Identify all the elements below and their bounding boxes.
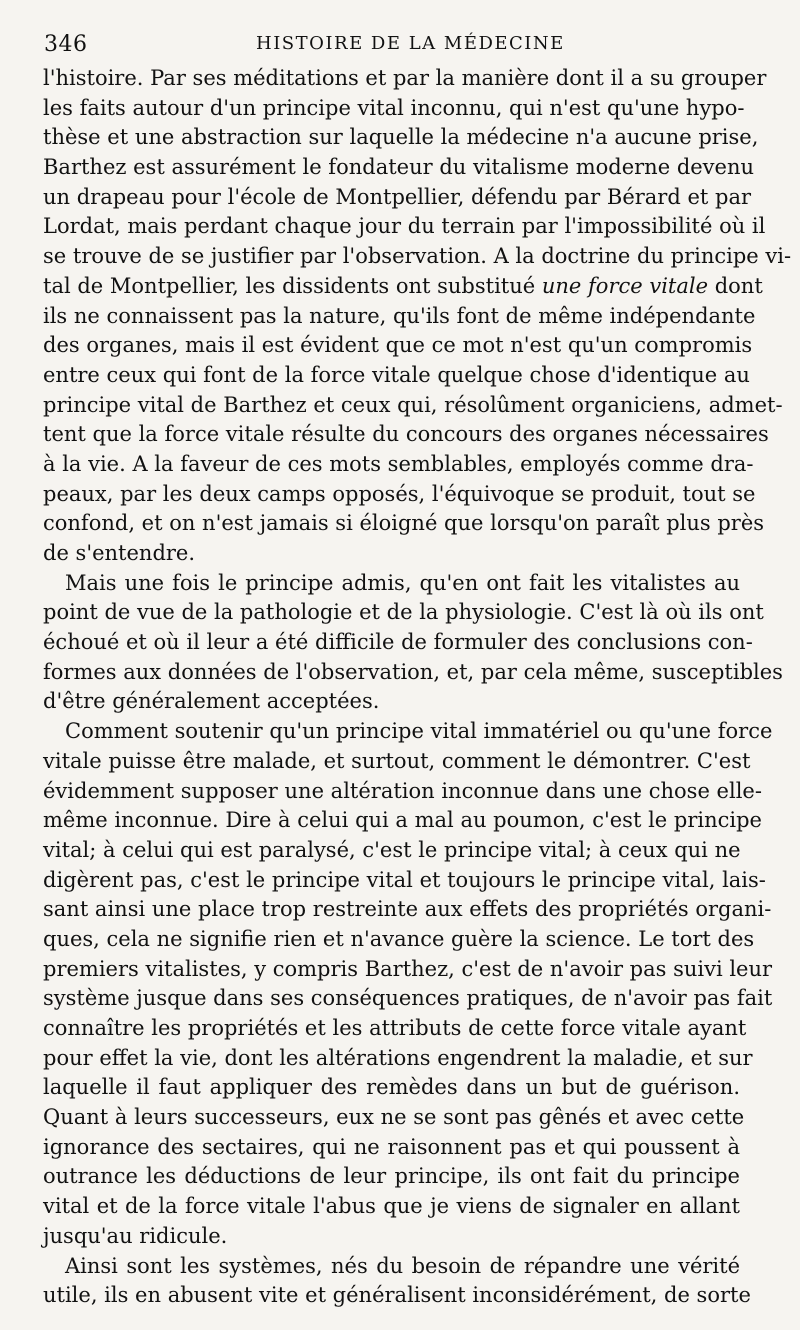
text-line: un drapeau pour l'école de Montpellier, défendu par Bérard et par	[43, 184, 752, 209]
page-number: 346	[44, 32, 88, 57]
text-line: laquelle il faut appliquer des remèdes dans un but de guérison.	[43, 1075, 740, 1100]
text-line: point de vue de la pathologie et de la physiologie. C'est là où ils ont	[43, 600, 764, 625]
text-line: vital et de la force vitale l'abus que je viens de signaler en allant	[43, 1194, 740, 1219]
text-line: premiers vitalistes, y compris Barthez, c'est de n'avoir pas suivi leur	[43, 956, 773, 981]
text-line: Quant à leurs successeurs, eux ne se sont pas gênés et avec cette	[43, 1105, 745, 1130]
text-line-paragraph-start: Comment soutenir qu'un principe vital immatériel ou qu'une force	[65, 719, 773, 744]
text-line: à la vie. A la faveur de ces mots semblables, employés comme dra-	[43, 451, 754, 476]
page-header	[0, 0, 800, 62]
text-line-paragraph-start: Mais une fois le principe admis, qu'en ont fait les vitalistes au	[65, 570, 740, 595]
text-line: Barthez est assurément le fondateur du vitalisme moderne devenu	[43, 155, 755, 180]
text-line: se trouve de se justifier par l'observation. A la doctrine du principe vi-	[43, 244, 792, 269]
text-line: système jusque dans ses conséquences pratiques, de n'avoir pas fait	[43, 986, 773, 1011]
text-line: principe vital de Barthez et ceux qui, résolûment organiciens, admet-	[43, 392, 783, 417]
text-line: les faits autour d'un principe vital inconnu, qui n'est qu'une hypo-	[43, 95, 745, 120]
text-line: pour effet la vie, dont les altérations engendrent la maladie, et sur	[43, 1045, 753, 1070]
body-text	[43, 64, 792, 1311]
text-line: digèrent pas, c'est le principe vital et toujours le principe vital, lais-	[43, 867, 766, 892]
text-line-paragraph-start: Ainsi sont les systèmes, nés du besoin de répandre une vérité	[65, 1253, 740, 1278]
text-line: outrance les déductions de leur principe, ils ont fait du principe	[43, 1164, 740, 1189]
text-line: évidemment supposer une altération inconnue dans une chose elle-	[43, 778, 762, 803]
text-line: utile, ils en abusent vite et généralisent inconsidérément, de sorte	[43, 1283, 751, 1308]
text-line: ignorance des sectaires, qui ne raisonnent pas et qui poussent à	[43, 1134, 740, 1159]
text-line-with-italic	[43, 272, 763, 302]
text-line: vitale puisse être malade, et surtout, comment le démontrer. C'est	[43, 748, 751, 773]
text-line: tent que la force vitale résulte du concours des organes nécessaires	[43, 422, 769, 447]
text-line: sant ainsi une place trop restreinte aux effets des propriétés organi-	[43, 897, 772, 922]
text-line: entre ceux qui font de la force vitale quelque chose d'identique au	[43, 362, 750, 387]
text-line: thèse et une abstraction sur laquelle la médecine n'a aucune prise,	[43, 125, 759, 150]
text-line: confond, et on n'est jamais si éloigné que lorsqu'on paraît plus près	[43, 511, 765, 536]
text-line: échoué et où il leur a été difficile de formuler des conclusions con-	[43, 630, 753, 655]
line-text-after: dont	[708, 273, 763, 298]
running-title: HISTOIRE DE LA MÉDECINE	[256, 33, 565, 54]
text-line: vital; à celui qui est paralysé, c'est le principe vital; à ceux qui ne	[43, 837, 741, 862]
text-line: peaux, par les deux camps opposés, l'équivoque se produit, tout se	[43, 481, 756, 506]
text-line-paragraph-end: de s'entendre.	[43, 541, 196, 565]
text-line: l'histoire. Par ses méditations et par la manière dont il a su grouper	[43, 66, 767, 90]
text-line: même inconnue. Dire à celui qui a mal au poumon, c'est le principe	[43, 808, 762, 833]
text-line: Lordat, mais perdant chaque jour du terrain par l'impossibilité où il	[43, 214, 766, 239]
italic-phrase: une force vitale	[541, 273, 709, 298]
text-line: ques, cela ne signifie rien et n'avance guère la science. Le tort des	[43, 926, 755, 951]
text-line: formes aux données de l'observation, et, par cela même, susceptibles	[43, 659, 783, 684]
text-line-paragraph-end: jusqu'au ridicule.	[43, 1223, 228, 1248]
text-line-paragraph-end: d'être généralement acceptées.	[43, 689, 380, 714]
text-line: connaître les propriétés et les attributs de cette force vitale ayant	[43, 1016, 747, 1040]
text-line: des organes, mais il est évident que ce mot n'est qu'un compromis	[43, 333, 753, 358]
line-text-before: tal de Montpellier, les dissidents ont substitué	[43, 273, 542, 298]
text-line: ils ne connaissent pas la nature, qu'ils font de même indépendante	[43, 303, 756, 328]
